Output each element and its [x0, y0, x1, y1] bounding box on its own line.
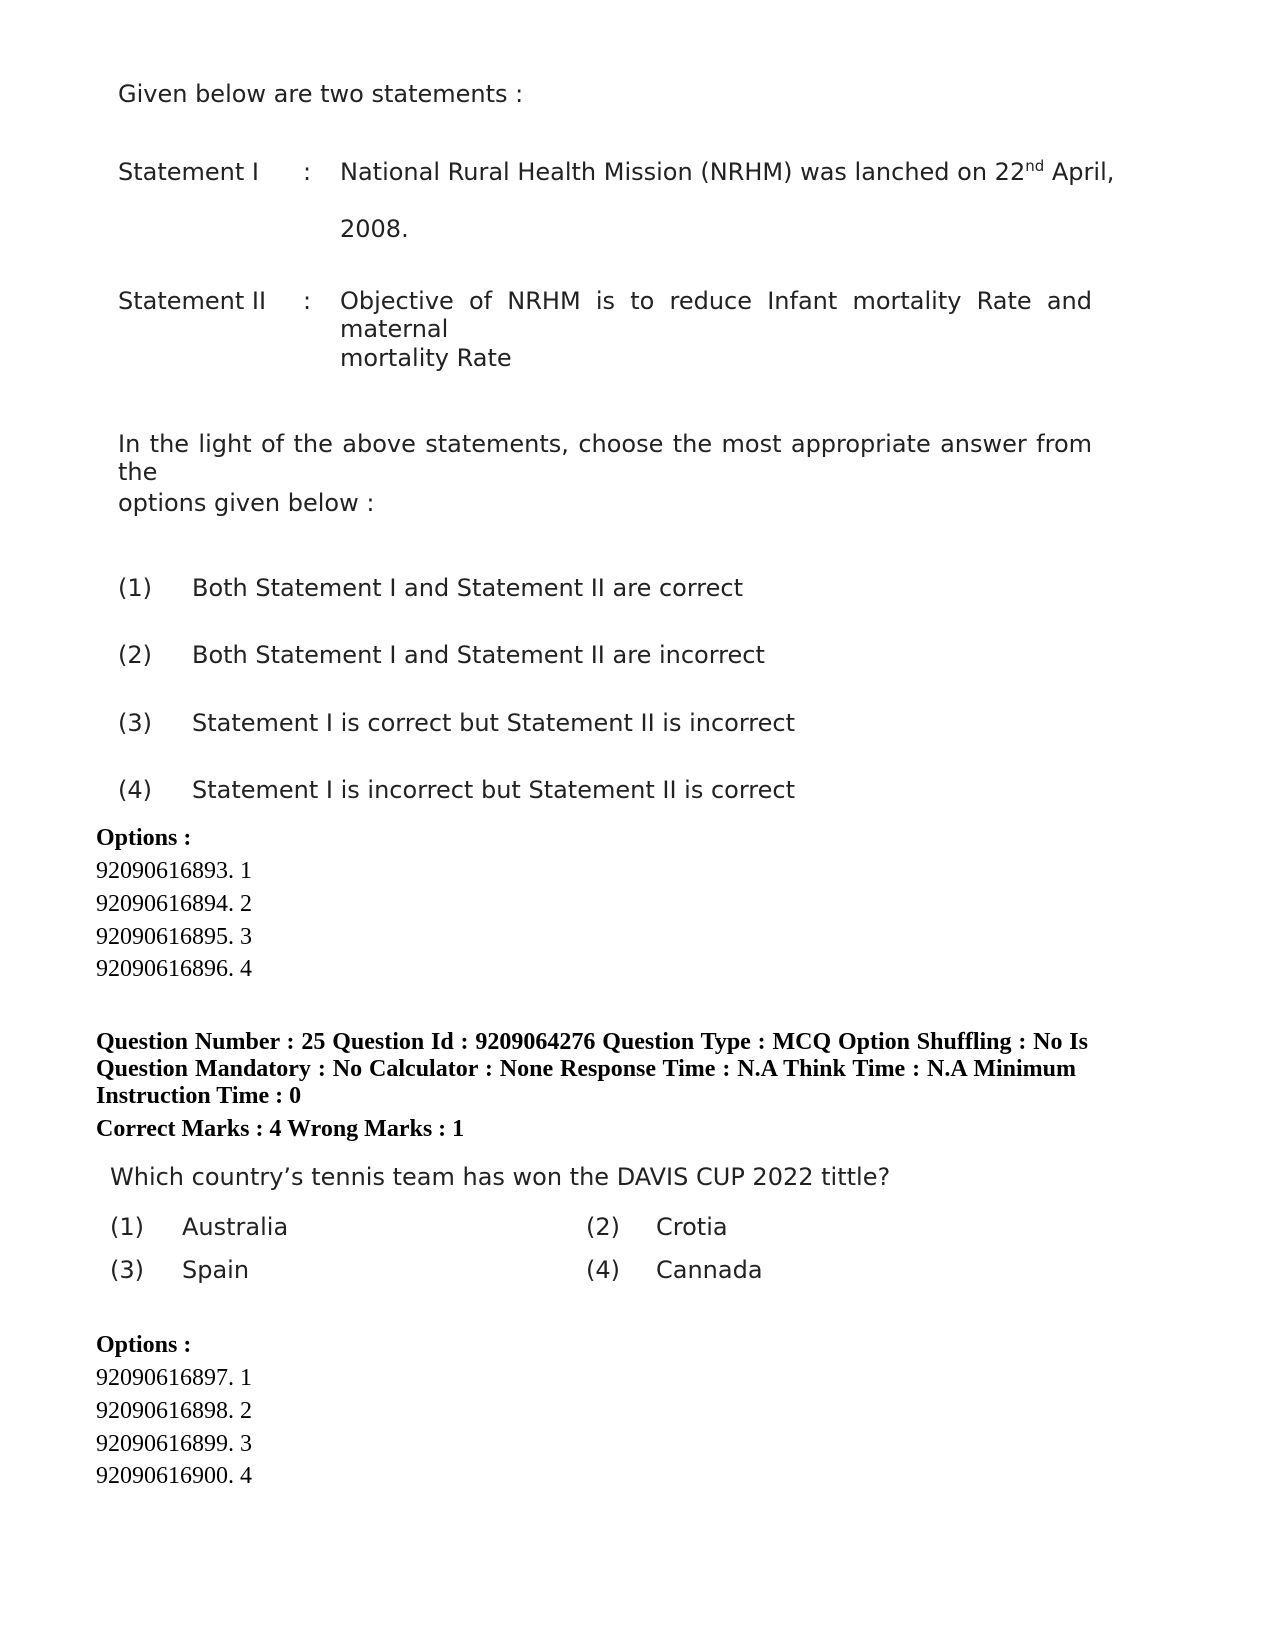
q25-question-text: Which country’s tennis team has won the DAVIS CUP 2022 tittle? [110, 1163, 891, 1191]
statement-1-text: National Rural Health Mission (NRHM) was lanched on 22nd April, [340, 157, 1115, 186]
q24-prompt: In the light of the above statements, choose the most appropriate answer from the [118, 430, 1092, 486]
choice-number: (3) [118, 709, 152, 737]
options-heading: Options : [96, 1332, 192, 1358]
statement-2-colon: : [303, 287, 312, 315]
question-meta-line: Question Mandatory : No Calculator : None Response Time : N.A Think Time : N.A Minimum [96, 1056, 1076, 1082]
choice-text: Both Statement I and Statement II are incorrect [192, 641, 765, 669]
marks-line: Correct Marks : 4 Wrong Marks : 1 [96, 1116, 465, 1142]
statement-2-text: Objective of NRHM is to reduce Infant mortality Rate and maternal [340, 287, 1092, 343]
option-id: 92090616896. 4 [96, 956, 252, 982]
option-id: 92090616895. 3 [96, 924, 252, 950]
q24-prompt-line2: options given below : [118, 489, 375, 517]
question-meta-line: Question Number : 25 Question Id : 9209064276 Question Type : MCQ Option Shuffling : No Is [96, 1029, 1088, 1055]
choice-number: (2) [586, 1213, 620, 1241]
choice-text: Statement I is incorrect but Statement II is correct [192, 776, 795, 804]
options-heading: Options : [96, 825, 192, 851]
q24-intro: Given below are two statements : [118, 80, 524, 108]
choice-text: Spain [182, 1256, 250, 1284]
choice-number: (1) [118, 574, 152, 602]
choice-number: (4) [118, 776, 152, 804]
choice-number: (4) [586, 1256, 620, 1284]
choice-text: Statement I is correct but Statement II is incorrect [192, 709, 795, 737]
option-id: 92090616893. 1 [96, 858, 252, 884]
choice-text: Both Statement I and Statement II are correct [192, 574, 743, 602]
question-meta-line: Instruction Time : 0 [96, 1083, 302, 1109]
choice-text: Cannada [656, 1256, 763, 1284]
statement-2-text-line2: mortality Rate [340, 344, 512, 372]
option-id: 92090616900. 4 [96, 1463, 252, 1489]
choice-number: (2) [118, 641, 152, 669]
statement-2-label: Statement II [118, 287, 267, 315]
ordinal-suffix: nd [1025, 157, 1045, 175]
option-id: 92090616894. 2 [96, 891, 252, 917]
option-id: 92090616899. 3 [96, 1431, 252, 1457]
option-id: 92090616897. 1 [96, 1365, 252, 1391]
statement-1-text-line2: 2008. [340, 215, 409, 243]
statement-1-label: Statement I [118, 158, 259, 186]
option-id: 92090616898. 2 [96, 1398, 252, 1424]
choice-number: (1) [110, 1213, 144, 1241]
statement-1-colon: : [303, 158, 312, 186]
choice-number: (3) [110, 1256, 144, 1284]
choice-text: Australia [182, 1213, 289, 1241]
choice-text: Crotia [656, 1213, 728, 1241]
